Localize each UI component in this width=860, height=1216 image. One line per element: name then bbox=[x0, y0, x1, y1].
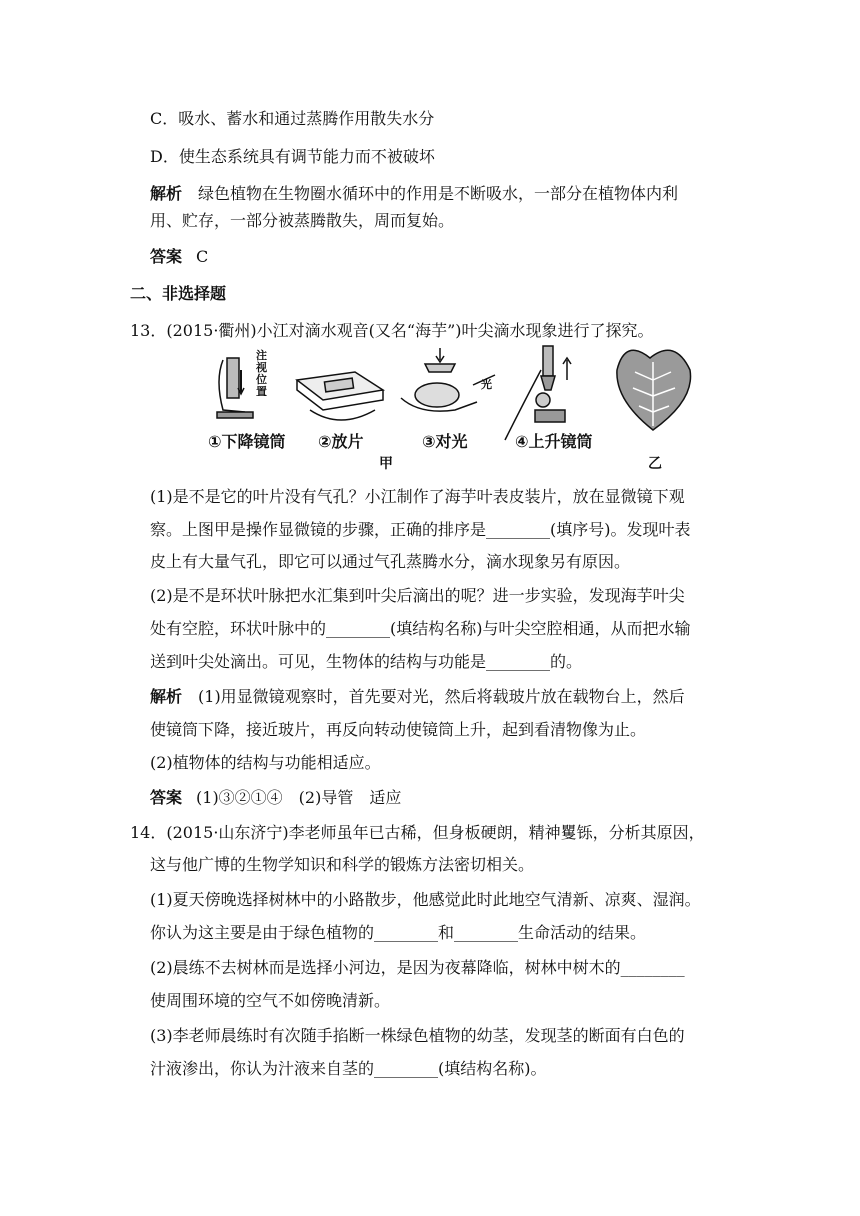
answer-text: C bbox=[196, 247, 209, 266]
option-c: C．吸水、蓄水和通过蒸腾作用散失水分 bbox=[150, 109, 435, 128]
step2-caption: ②放片 bbox=[318, 432, 364, 451]
q14-part2-line1: (2)晨练不去树林而是选择小河边，是因为夜幕降临，树林中树木的________ bbox=[150, 958, 685, 977]
figure-label-yi: 乙 bbox=[648, 456, 662, 472]
step1-caption: ①下降镜筒 bbox=[208, 432, 286, 451]
q14-part3-line1: (3)李老师晨练时有次随手掐断一株绿色植物的幼茎，发现茎的断面有白色的 bbox=[150, 1026, 685, 1045]
step2-illustration bbox=[297, 372, 383, 420]
question-13: 13．(2015·衢州)小江对滴水观音(又名“海芋”)叶尖滴水现象进行了探究。 bbox=[130, 321, 654, 340]
analysis-text: (1)用显微镜观察时，首先要对光，然后将载玻片放在载物台上，然后 bbox=[198, 687, 685, 706]
analysis-12-line1 bbox=[150, 183, 678, 205]
question-14-line2: 这与他广博的生物学知识和科学的锻炼方法密切相关。 bbox=[150, 855, 535, 874]
figure-label-jia: 甲 bbox=[379, 456, 393, 472]
analysis-label: 解析 bbox=[150, 184, 183, 203]
step3-caption: ③对光 bbox=[422, 432, 468, 451]
analysis-13-line3: (2)植物体的结构与功能相适应。 bbox=[150, 753, 381, 772]
answer-13 bbox=[150, 787, 401, 809]
q13-part1-line3: 皮上有大量气孔，即它可以通过气孔蒸腾水分，滴水现象另有原因。 bbox=[150, 552, 631, 571]
light-label: 光 bbox=[481, 378, 492, 391]
answer-12 bbox=[150, 246, 208, 268]
analysis-13-line1 bbox=[150, 686, 685, 708]
analysis-label: 解析 bbox=[150, 687, 183, 706]
q13-part2-line3: 送到叶尖处滴出。可见，生物体的结构与功能是________的。 bbox=[150, 652, 583, 671]
answer-label: 答案 bbox=[150, 788, 183, 807]
focus-note: 注视位置 bbox=[256, 349, 267, 398]
answer-text: (1)③②①④ (2)导管 适应 bbox=[196, 788, 402, 807]
q14-part1-line2: 你认为这主要是由于绿色植物的________和________生命活动的结果。 bbox=[150, 923, 647, 942]
analysis-text: 绿色植物在生物圈水循环中的作用是不断吸水，一部分在植物体内利 bbox=[198, 184, 679, 203]
q13-part2-line2: 处有空腔，环状叶脉中的________(填结构名称)与叶尖空腔相通，从而把水输 bbox=[150, 619, 691, 638]
analysis-13-line2: 使镜筒下降，接近玻片，再反向转动使镜筒上升，起到看清物像为止。 bbox=[150, 720, 647, 739]
q14-part1-line1: (1)夏天傍晚选择树林中的小路散步，他感觉此时此地空气清新、凉爽、湿润。 bbox=[150, 890, 701, 909]
q13-part1-line2: 察。上图甲是操作显微镜的步骤，正确的排序是________(填序号)。发现叶表 bbox=[150, 520, 691, 539]
section-heading: 二、非选择题 bbox=[130, 284, 227, 303]
step4-caption: ④上升镜筒 bbox=[515, 432, 593, 451]
analysis-12-line2: 用、贮存，一部分被蒸腾散失，周而复始。 bbox=[150, 211, 455, 230]
step4-illustration bbox=[505, 346, 571, 440]
q14-part3-line2: 汁液渗出，你认为汁液来自茎的________(填结构名称)。 bbox=[150, 1059, 547, 1078]
q14-part2-line2: 使周围环境的空气不如傍晚清新。 bbox=[150, 991, 391, 1010]
q13-part1-line1: (1)是不是它的叶片没有气孔？小江制作了海芋叶表皮装片，放在显微镜下观 bbox=[150, 487, 685, 506]
q13-part2-line1: (2)是不是环状叶脉把水汇集到叶尖后滴出的呢？进一步实验，发现海芋叶尖 bbox=[150, 586, 685, 605]
step1-illustration bbox=[217, 358, 253, 418]
option-d: D．使生态系统具有调节能力而不被破坏 bbox=[150, 147, 435, 166]
answer-label: 答案 bbox=[150, 247, 183, 266]
question-14-line1: 14．(2015·山东济宁)李老师虽年已古稀，但身板硬朗，精神矍铄，分析其原因， bbox=[130, 823, 705, 842]
leaf-illustration bbox=[617, 350, 691, 430]
